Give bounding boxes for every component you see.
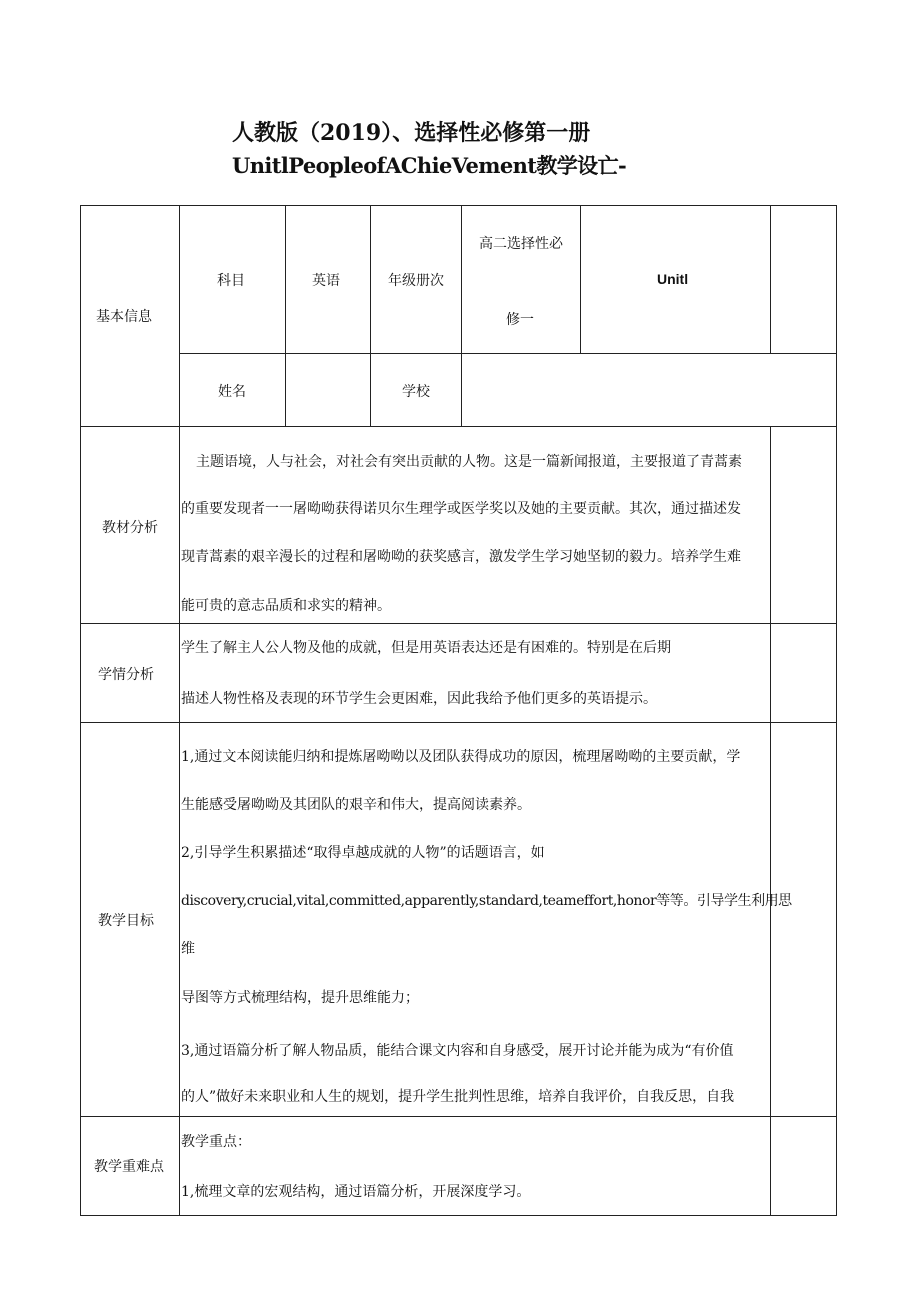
material-analysis-line: 主题语境，人与社会，对社会有突出贡献的人物。这是一篇新闻报道，主要报道了青蒿素: [196, 454, 742, 470]
teaching-goals-label: 教学目标: [98, 913, 154, 929]
student-analysis-line: 描述人物性格及表现的环节学生会更困难，因此我给予他们更多的英语提示。: [181, 691, 657, 707]
material-analysis-line: 的重要发现者一一屠呦呦获得诺贝尔生理学或医学奖以及她的主要贡献。其次，通过描述发: [181, 501, 741, 517]
row-divider: [180, 353, 837, 354]
document-title-line1: 人教版（2019）、选择性必修第一册: [232, 120, 591, 146]
key-point-line: 教学重点：: [181, 1134, 251, 1150]
material-analysis-line: 能可贵的意志品质和求实的精神。: [181, 598, 391, 614]
column-divider: [179, 205, 180, 1216]
column-divider: [580, 205, 581, 353]
column-divider: [370, 205, 371, 426]
row-divider: [80, 722, 837, 723]
teaching-goal-line: 3,通过语篇分析了解人物品质，能结合课文内容和自身感受，展开讨论并能为成为“有价值: [181, 1043, 734, 1059]
column-divider: [770, 426, 771, 1216]
subject-value: 英语: [312, 273, 340, 289]
name-label: 姓名: [218, 384, 246, 400]
grade-value-line1: 高二选择性必: [479, 236, 563, 252]
teaching-goal-line: 2,引导学生积累描述“取得卓越成就的人物”的话题语言，如: [181, 845, 545, 861]
column-divider: [285, 205, 286, 426]
basic-info-label: 基本信息: [96, 309, 152, 325]
teaching-goal-line: 生能感受屠呦呦及其团队的艰辛和伟大，提高阅读素养。: [181, 797, 531, 813]
teaching-goal-line: discovery,crucial,vital,committed,apparently,standard,teameffort,honor等等。引导学生利用思: [181, 893, 792, 909]
subject-label: 科目: [217, 273, 245, 289]
student-analysis-label: 学情分析: [98, 667, 154, 683]
column-divider: [461, 205, 462, 426]
student-analysis-line: 学生了解主人公人物及他的成就，但是用英语表达还是有困难的。特别是在后期: [181, 640, 671, 656]
grade-value-line2: 修一: [506, 312, 534, 328]
column-divider: [770, 205, 771, 353]
row-divider: [80, 1116, 837, 1117]
row-divider: [80, 623, 837, 624]
unit-value: Unitl: [657, 271, 689, 287]
teaching-goal-line: 1,通过文本阅读能归纳和提炼屠呦呦以及团队获得成功的原因，梳理屠呦呦的主要贡献，学: [181, 749, 741, 765]
teaching-goal-line: 维: [181, 941, 195, 957]
school-label: 学校: [402, 384, 430, 400]
material-analysis-label: 教材分析: [102, 520, 158, 536]
grade-label: 年级册次: [388, 273, 444, 289]
teaching-goal-line: 的人”做好未来职业和人生的规划，提升学生批判性思维，培养自我评价，自我反思，自我: [181, 1089, 735, 1105]
material-analysis-line: 现青蒿素的艰辛漫长的过程和屠呦呦的获奖感言，激发学生学习她坚韧的毅力。培养学生难: [181, 549, 741, 565]
key-points-label: 教学重难点: [94, 1159, 164, 1175]
teaching-goal-line: 导图等方式梳理结构，提升思维能力；: [181, 990, 419, 1006]
row-divider: [80, 426, 837, 427]
key-point-line: 1,梳理文章的宏观结构，通过语篇分析，开展深度学习。: [181, 1184, 531, 1200]
document-title-line2: UnitlPeopleofAChieVement教学设亡-: [232, 153, 627, 178]
